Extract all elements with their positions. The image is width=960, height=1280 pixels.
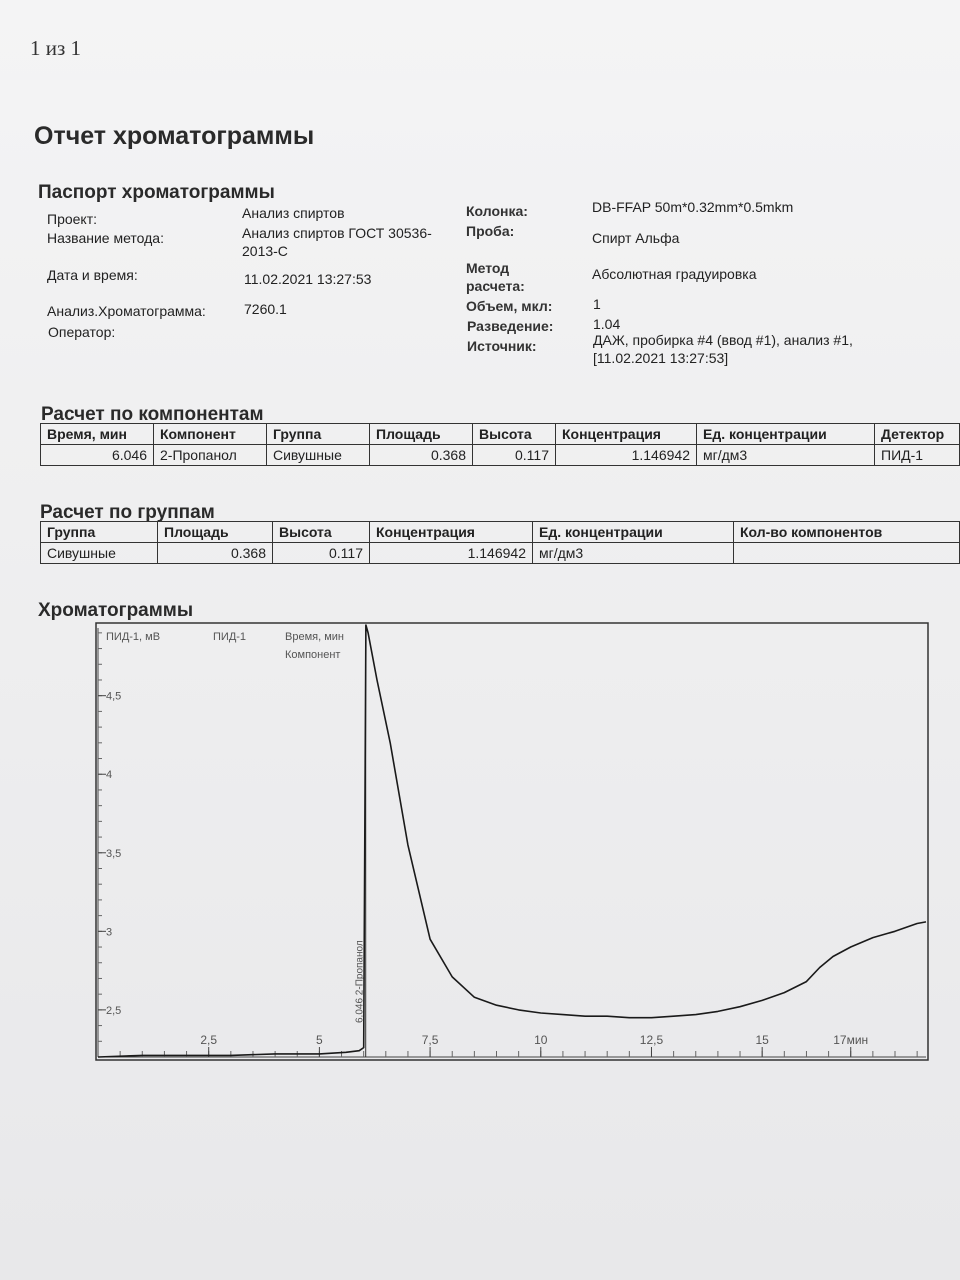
y-tick-label: 4,5 bbox=[106, 690, 122, 703]
passport-title: Паспорт хроматограммы bbox=[38, 182, 275, 203]
source-value-2: [11.02.2021 13:27:53] bbox=[593, 350, 729, 366]
cell-time: 6.046 bbox=[41, 445, 154, 466]
table-header-row bbox=[41, 424, 960, 445]
x-tick-label: 2,5 bbox=[200, 1033, 218, 1047]
plot-frame bbox=[96, 623, 928, 1060]
source-label: Источник: bbox=[467, 338, 537, 354]
column-value: DB-FFAP 50m*0.32mm*0.5mkm bbox=[592, 199, 794, 215]
groups-table bbox=[40, 521, 960, 564]
project-value: Анализ спиртов bbox=[242, 205, 345, 221]
cell-unit: мг/дм3 bbox=[697, 445, 875, 466]
cell-area: 0.368 bbox=[370, 445, 473, 466]
x-tick-label: 12,5 bbox=[639, 1033, 664, 1047]
volume-value: 1 bbox=[593, 296, 601, 312]
chart-marks bbox=[98, 625, 926, 1057]
x-tick-label: 15 bbox=[755, 1033, 769, 1047]
col-area-header: Площадь bbox=[370, 424, 473, 445]
cell-group: Сивушные bbox=[41, 543, 158, 564]
sample-label: Проба: bbox=[466, 223, 515, 239]
calc-method-value: Абсолютная градуировка bbox=[592, 266, 757, 282]
col-area-header: Площадь bbox=[158, 522, 273, 543]
y-tick-label: 4 bbox=[106, 769, 113, 782]
volume-label: Объем, мкл: bbox=[466, 298, 553, 314]
method-name-label: Название метода: bbox=[47, 230, 164, 246]
cell-group: Сивушные bbox=[267, 445, 370, 466]
cell-concentration: 1.146942 bbox=[556, 445, 697, 466]
legend-y-unit: ПИД-1, мВ bbox=[106, 631, 161, 643]
col-detector-header: Детектор bbox=[875, 424, 960, 445]
chromatogram-svg bbox=[88, 620, 930, 1065]
col-height-header: Высота bbox=[273, 522, 370, 543]
datetime-value: 11.02.2021 13:27:53 bbox=[244, 271, 372, 287]
col-group-header: Группа bbox=[41, 522, 158, 543]
col-component-header: Компонент bbox=[154, 424, 267, 445]
sample-value: Спирт Альфа bbox=[592, 230, 680, 246]
project-label: Проект: bbox=[47, 211, 98, 227]
cell-unit: мг/дм3 bbox=[533, 543, 734, 564]
cell-count bbox=[734, 543, 960, 564]
cell-area: 0.368 bbox=[158, 543, 273, 564]
cell-height: 0.117 bbox=[473, 445, 556, 466]
x-tick-label: 5 bbox=[316, 1033, 323, 1047]
table-row bbox=[41, 543, 960, 564]
analysis-value: 7260.1 bbox=[244, 301, 287, 317]
chromatogram-chart bbox=[88, 620, 930, 1065]
cell-component: 2-Пропанол bbox=[154, 445, 267, 466]
col-unit-header: Ед. концентрации bbox=[697, 424, 875, 445]
col-concentration-header: Концентрация bbox=[556, 424, 697, 445]
y-tick-label: 3 bbox=[106, 926, 113, 939]
col-concentration-header: Концентрация bbox=[370, 522, 533, 543]
x-tick-label: 10 bbox=[534, 1033, 548, 1047]
cell-detector: ПИД-1 bbox=[875, 445, 960, 466]
y-tick-label: 3,5 bbox=[106, 847, 122, 860]
operator-label: Оператор: bbox=[48, 324, 116, 340]
x-tick-label: 17мин bbox=[833, 1033, 869, 1047]
col-height-header: Высота bbox=[473, 424, 556, 445]
calc-method-label-1: Метод bbox=[466, 260, 510, 276]
dilution-value: 1.04 bbox=[593, 316, 621, 332]
source-value-1: ДАЖ, пробирка #4 (ввод #1), анализ #1, bbox=[593, 332, 853, 348]
table-header-row bbox=[41, 522, 960, 543]
table-row bbox=[41, 445, 960, 466]
datetime-label: Дата и время: bbox=[47, 267, 138, 283]
col-group-header: Группа bbox=[267, 424, 370, 445]
column-label: Колонка: bbox=[466, 203, 528, 219]
page-counter: 1 из 1 bbox=[30, 36, 82, 60]
groups-title: Расчет по группам bbox=[40, 502, 215, 523]
y-tick-label: 2,5 bbox=[106, 1004, 122, 1017]
legend-time: Время, мин bbox=[285, 631, 344, 643]
cell-concentration: 1.146942 bbox=[370, 543, 533, 564]
components-table bbox=[40, 423, 960, 466]
legend-component: Компонент bbox=[285, 649, 341, 661]
calc-method-label-2: расчета: bbox=[466, 278, 525, 294]
analysis-label: Анализ.Хроматограмма: bbox=[47, 303, 206, 319]
col-unit-header: Ед. концентрации bbox=[533, 522, 734, 543]
components-title: Расчет по компонентам bbox=[41, 404, 264, 425]
peak-label: 6.046 2-Пропанол bbox=[354, 940, 366, 1023]
dilution-label: Разведение: bbox=[467, 318, 554, 334]
legend-detector: ПИД-1 bbox=[213, 631, 247, 643]
x-tick-label: 7,5 bbox=[421, 1033, 439, 1047]
method-name-value-1: Анализ спиртов ГОСТ 30536- bbox=[242, 225, 432, 241]
signal-trace bbox=[98, 625, 926, 1057]
col-count-header: Кол-во компонентов bbox=[734, 522, 960, 543]
method-name-value-2: 2013-С bbox=[242, 243, 288, 259]
report-title: Отчет хроматограммы bbox=[34, 122, 315, 150]
chromatograms-title: Хроматограммы bbox=[38, 600, 194, 621]
col-time-header: Время, мин bbox=[41, 424, 154, 445]
cell-height: 0.117 bbox=[273, 543, 370, 564]
